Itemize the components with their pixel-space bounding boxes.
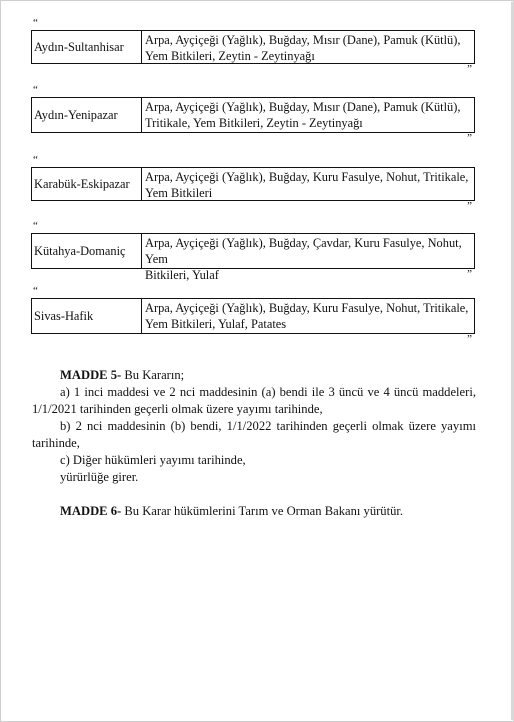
article-5-item-b-line1: b) 2 nci maddesinin (b) bendi, 1/1/2022 tarihinden geçerli olmak üzere yayımı xyxy=(60,419,476,433)
table-block-5 xyxy=(31,286,476,344)
table-row xyxy=(31,30,475,64)
crops-line: Tritikale, Yem Bitkileri, Zeytin - Zeytinyağı xyxy=(145,116,363,130)
crops-line: Bitkileri, Yulaf xyxy=(145,268,219,282)
open-quote: “ xyxy=(33,220,38,232)
open-quote: “ xyxy=(33,84,38,96)
district-cell: Sivas-Hafik xyxy=(32,299,142,333)
district-cell: Aydın-Yenipazar xyxy=(32,98,142,132)
table-block-4 xyxy=(31,220,476,282)
crops-line: Arpa, Ayçiçeği (Yağlık), Buğday, Kuru Fasulye, Nohut, Tritikale, xyxy=(145,301,469,315)
district-cell: Aydın-Sultanhisar xyxy=(32,31,142,63)
table-row xyxy=(31,233,475,282)
close-quote: ” xyxy=(467,200,472,212)
table-block-3 xyxy=(31,155,476,211)
article-5-closing: yürürlüğe girer. xyxy=(60,470,139,484)
crops-cell xyxy=(142,31,474,63)
crops-line: Yem Bitkileri, Zeytin - Zeytinyağı xyxy=(145,49,315,63)
crops-line: Arpa, Ayçiçeği (Yağlık), Buğday, Çavdar, Kuru Fasulye, Nohut, Yem xyxy=(145,236,462,266)
crops-line: Yem Bitkileri, Yulaf, Patates xyxy=(145,317,287,331)
table-row xyxy=(31,97,475,133)
article-6-line xyxy=(60,503,403,520)
article-5-intro: Bu Kararın; xyxy=(121,368,185,382)
crops-cell xyxy=(142,98,474,132)
close-quote: ” xyxy=(467,333,472,345)
close-quote: ” xyxy=(467,63,472,75)
table-row xyxy=(31,298,475,334)
close-quote: ” xyxy=(467,132,472,144)
article-5-heading: MADDE 5- xyxy=(60,368,122,382)
crops-line: Arpa, Ayçiçeği (Yağlık), Buğday, Mısır (Dane), Pamuk (Kütlü), xyxy=(145,100,461,114)
article-5-item-a-line2: 1/1/2021 tarihinden geçerli olmak üzere yayımı tarihinde, xyxy=(32,402,323,416)
article-5-heading-line xyxy=(60,367,184,384)
open-quote: “ xyxy=(33,154,38,166)
crops-line: Arpa, Ayçiçeği (Yağlık), Buğday, Kuru Fasulye, Nohut, Tritikale, xyxy=(145,170,469,184)
crops-cell xyxy=(142,234,474,282)
crops-cell xyxy=(142,168,474,200)
article-5-item-c: c) Diğer hükümleri yayımı tarihinde, xyxy=(60,453,246,467)
article-5-item-b-line2: tarihinde, xyxy=(32,436,80,450)
close-quote: ” xyxy=(467,268,472,280)
open-quote: “ xyxy=(33,17,38,29)
article-6-heading: MADDE 6- xyxy=(60,504,122,518)
district-cell: Karabük-Eskipazar xyxy=(32,168,142,200)
crops-line: Arpa, Ayçiçeği (Yağlık), Buğday, Mısır (Dane), Pamuk (Kütlü), xyxy=(145,33,461,47)
crops-cell xyxy=(142,299,474,333)
article-5-item-a-line1: a) 1 inci maddesi ve 2 nci maddesinin (a) bendi ile 3 üncü ve 4 üncü maddeleri, xyxy=(60,385,476,399)
table-row xyxy=(31,167,475,201)
table-block-2 xyxy=(31,85,476,143)
district-cell: Kütahya-Domaniç xyxy=(32,234,142,268)
article-6-text: Bu Karar hükümlerini Tarım ve Orman Bakanı yürütür. xyxy=(121,504,404,518)
table-block-1 xyxy=(31,18,476,74)
open-quote: “ xyxy=(33,285,38,297)
crops-line: Yem Bitkileri xyxy=(145,186,213,200)
